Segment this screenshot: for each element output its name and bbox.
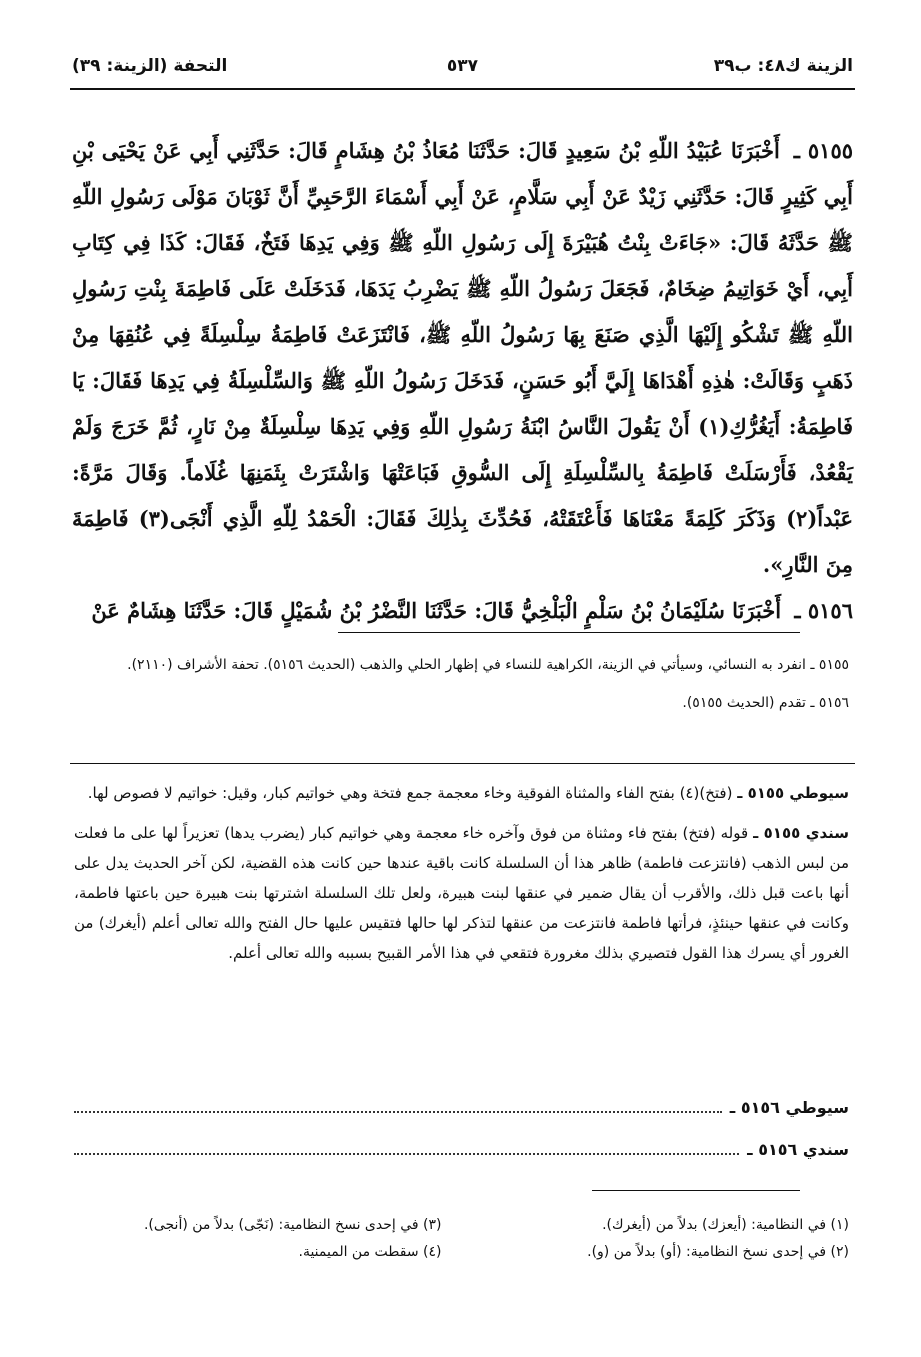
hadith-5155 — [72, 128, 853, 588]
sindi-5156-line — [74, 1140, 849, 1159]
hadith-number: ٥١٥٦ ـ — [794, 598, 853, 623]
dotted-leader — [74, 1141, 739, 1155]
page-header — [72, 46, 853, 86]
header-tuhfa-ref: التحفة (الزينة: ٣٩) — [72, 56, 228, 76]
takhrij-5156: ٥١٥٦ ـ تقدم (الحديث ٥١٥٥). — [682, 695, 849, 711]
sindi-comment — [74, 818, 849, 968]
footnotes — [74, 1212, 849, 1266]
hadith-5156 — [72, 588, 853, 634]
comment-lead: سندي ٥١٥٦ ـ — [747, 1140, 849, 1159]
hadith-text: أَخْبَرَنَا عُبَيْدُ اللّهِ بْنُ سَعِيدٍ قَالَ: حَدَّثَنَا مُعَاذُ بْنُ هِشَامٍ قَالَ: حَدَّثَنِي أَبِي عَنْ يَحْيَى بْنِ أَبِي كَثِيرٍ قَالَ: حَدَّثَنِي زَيْدٌ عَنْ أَبِي سَلَّامٍ، عَنْ أَبِي أَسْمَاءَ الرَّحَبِيِّ أَنَّ ثَوْبَانَ مَوْلَى رَسُولِ اللّهِ ﷺ حَدَّثَهُ قَالَ: «جَاءَتْ بِنْتُ هُبَيْرَةَ إِلَى رَسُولِ اللّهِ ﷺ وَفِي يَدِهَا فَتَخٌ، فَقَالَ: كَذَا فِي كِتَابِ أَبِي، أَيْ خَوَاتِيمُ ضِخَامٌ، فَجَعَلَ رَسُولُ اللّهِ ﷺ يَضْرِبُ يَدَهَا، فَدَخَلَتْ عَلَى فَاطِمَةَ بِنْتِ رَسُولِ اللّهِ ﷺ تَشْكُو إِلَيْهَا الَّذِي صَنَعَ بِهَا رَسُولُ اللّهِ ﷺ، فَانْتَزَعَتْ فَاطِمَةُ سِلْسِلَةً فِي عُنُقِهَا مِنْ ذَهَبٍ وَقَالَتْ: هٰذِهِ أَهْدَاهَا إِلَيَّ أَبُو حَسَنٍ، فَدَخَلَ رَسُولُ اللّهِ ﷺ وَالسِّلْسِلَةُ فِي يَدِهَا فَقَالَ: يَا فَاطِمَةُ: أَيَغُرُّكِ(١) أَنْ يَقُولَ النَّاسُ ابْنَةُ رَسُولِ اللّهِ وَفِي يَدِهَا سِلْسِلَةٌ مِنْ نَارٍ، ثُمَّ خَرَجَ وَلَمْ يَقْعُدْ، فَأَرْسَلَتْ فَاطِمَةُ بِالسِّلْسِلَةِ إِلَى السُّوقِ فَبَاعَتْهَا وَاشْتَرَتْ بِثَمَنِهَا غُلَاماً. وَقَالَ مَرَّةً: عَبْداً(٢) وَذَكَرَ كَلِمَةً مَعْنَاهَا فَأَعْتَقَتْهُ، فَحُدِّثَ بِذٰلِكَ فَقَالَ: الْحَمْدُ لِلّهِ الَّذِي أَنْجَى(٣) فَاطِمَةَ مِنَ النَّارِ». — [72, 138, 853, 577]
comment-text: قوله (فتخ) بفتح فاء ومثناة من فوق وآخره خاء معجمة وهي خواتيم كبار (يضرب يدها) تعزيراً لها على ما فعلت من لبس الذهب (فانتزعت فاطمة) ظاهر هذا أن السلسلة كانت باقية عندها حين كانت هذه القضية، لكن آخر الحديث يدل على أنها باعت قبل ذلك، والأقرب أن يقال ضمير في عنقها لبنت هبيرة، ولعل تلك السلسلة اشترتها بنت هبيرة حين باعتها فاطمة، وكانت في عنقها حينئذٍ، فرأتها فاطمة فانتزعت من عنقها لتذكر لها حالها فتقيس عليها حال الفتح والله تعالى أعلم (أيغرك) من الغرور أي يسرك هذا القول فتصيري بذلك مغرورة فتقعي في هذا الأمر القبيح بسببه والله تعالى أعلم. — [74, 824, 849, 962]
hadith-number: ٥١٥٥ ـ — [793, 138, 854, 163]
footnotes-right-column — [482, 1212, 850, 1266]
footnotes-left-column — [74, 1212, 442, 1266]
comment-lead: سيوطي ٥١٥٥ ـ — [737, 784, 849, 802]
header-rule — [70, 88, 855, 90]
suyuti-comment — [74, 778, 849, 808]
dotted-leader — [74, 1099, 722, 1113]
page-number: ٥٣٧ — [446, 56, 479, 76]
takhrij-section — [74, 650, 849, 718]
footnote-rule — [592, 1190, 800, 1191]
comment-lead: سندي ٥١٥٥ ـ — [753, 824, 849, 842]
commentary-rule — [70, 763, 855, 764]
suyuti-5156-line — [74, 1098, 849, 1117]
main-text — [72, 128, 853, 634]
footnote-4: (٤) سقطت من الميمنية. — [298, 1244, 442, 1260]
comment-text: (فتخ)(٤) بفتح الفاء والمثناة الفوقية وخاء معجمة جمع فتخة وهي خواتيم كبار، وقيل: خواتيم لا فصوص لها. — [87, 784, 733, 802]
footnote-3: (٣) في إحدى نسخ النظامية: (نَجّى) بدلاً من (أنجى). — [143, 1217, 442, 1233]
comment-lead: سيوطي ٥١٥٦ ـ — [729, 1098, 849, 1117]
takhrij-rule — [338, 632, 800, 633]
takhrij-5155: ٥١٥٥ ـ انفرد به النسائي، وسيأتي في الزينة، الكراهية للنساء في إظهار الحلي والذهب (الحديث ٥١٥٦). تحفة الأشراف (٢١١٠). — [127, 657, 849, 673]
commentary-section — [74, 778, 849, 968]
header-chapter: الزينة ك٤٨: ب٣٩ — [713, 56, 853, 76]
hadith-text: أَخْبَرَنَا سُلَيْمَانُ بْنُ سَلْمٍ الْبَلْخِيُّ قَالَ: حَدَّثَنَا النَّضْرُ بْنُ شُمَيْلٍ قَالَ: حَدَّثَنَا هِشَامٌ عَنْ — [91, 598, 782, 623]
footnote-2: (٢) في إحدى نسخ النظامية: (أو) بدلاً من (و). — [587, 1244, 849, 1260]
footnote-1: (١) في النظامية: (أيعزك) بدلاً من (أيغرك). — [602, 1217, 849, 1233]
